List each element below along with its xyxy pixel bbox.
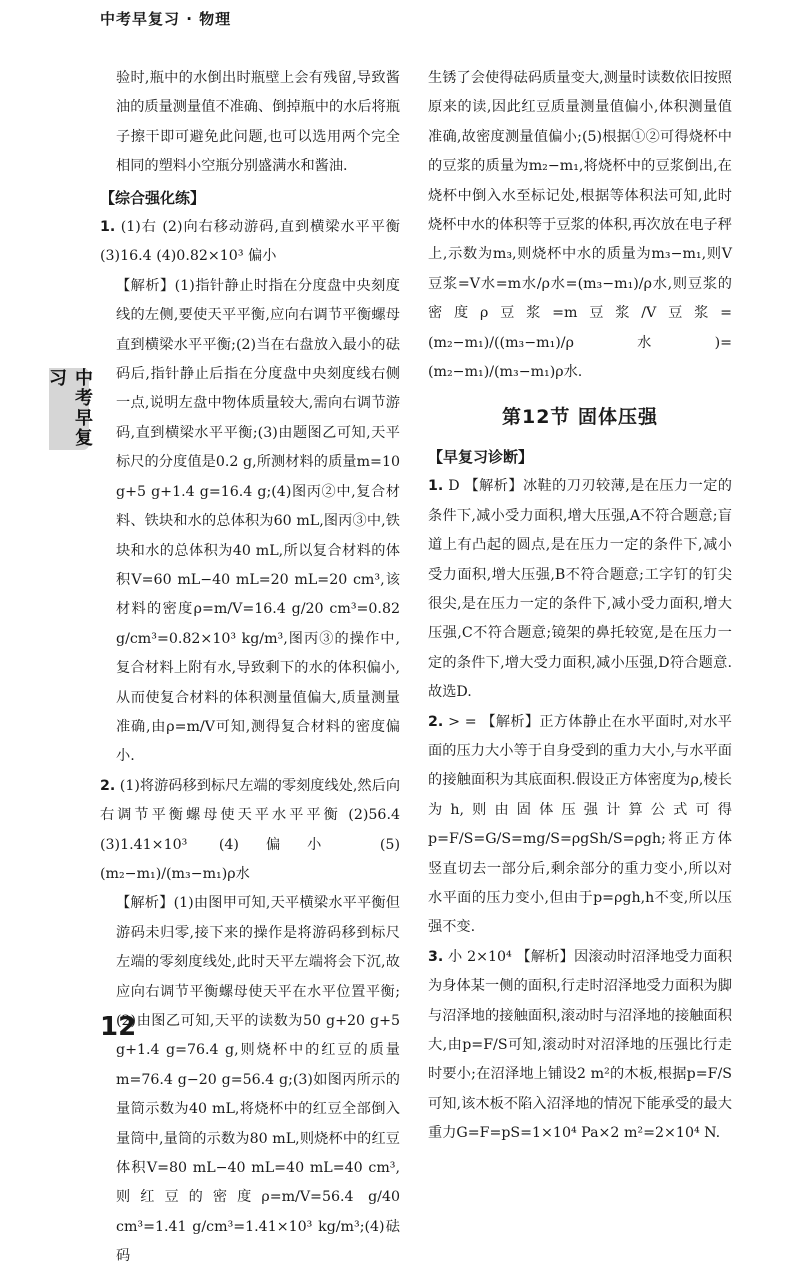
question-1-answer	[100, 213, 400, 272]
section-heading-comprehensive: 【综合强化练】	[100, 188, 206, 207]
question-2-analysis: 【解析】(1)由图甲可知,天平横梁水平平衡但游码未归零,接下来的操作是将游码移到标尺左端的零刻度线处,此时天平左端将会下沉,故应向右调节平衡螺母使天平在水平位置平衡;(2)由图乙可知,天平的读数为50 g+20 g+5 g+1.4 g=76.4 g,则烧杯中的红豆的质量m=76.4 g−20 g=56.4 g;(3)如图丙所示的量筒示数为40 mL,将烧杯中的红豆全部倒入量筒中,量筒的示数为80 mL,则烧杯中的红豆体积V=80 mL−40 mL=40 mL=40 cm³,则红豆的密度ρ=m/V=56.4 g/40 cm³=1.41 g/cm³=1.41×10³ kg/m³;(4)砝码	[116, 895, 400, 1265]
question-1-answer-text: (1)右 (2)向右移动游码,直到横梁水平平衡 (3)16.4 (4)0.82×10³ 偏小	[100, 219, 400, 265]
side-tab-label: 中考早复习	[46, 368, 93, 448]
intro-paragraph: 验时,瓶中的水倒出时瓶壁上会有残留,导致酱油的质量测量值不准确、倒掉瓶中的水后将瓶子擦干即可避免此问题,也可以选用两个完全相同的塑料小空瓶分别盛满水和酱油.	[116, 70, 400, 175]
question-2-answer-text: (1)将游码移到标尺左端的零刻度线处,然后向右调节平衡螺母使天平水平平衡 (2)56.4 (3)1.41×10³ (4)偏小 (5)(m₂−m₁)/(m₃−m₁)ρ水	[100, 777, 401, 882]
question-2-answer	[100, 772, 400, 890]
page-header: 中考早复习 · 物理	[100, 10, 232, 28]
side-tab	[46, 368, 93, 450]
diag-question-2-number: 2.	[428, 713, 444, 730]
diag-question-2-text: > = 【解析】正方体静止在水平面时,对水平面的压力大小等于自身受到的重力大小,与水平面的接触面积为其底面积.假设正方体密度为ρ,棱长为h,则由固体压强计算公式可得p=F/S=G/S=mg/S=ρgSh/S=ρgh;将正方体竖直切去一部分后,剩余部分的重力变小,所以对水平面的压力变小,但由于p=ρgh,h不变,所以压强不变.	[428, 713, 732, 936]
page-number: 12	[100, 1012, 137, 1042]
question-1-analysis: 【解析】(1)指针静止时指在分度盘中央刻度线的左侧,要使天平平衡,应向右调节平衡螺母直到横梁水平平衡;(2)当在右盘放入最小的砝码后,指针静止后指在分度盘中央刻度线右侧一点,说明左盘中物体质量较大,需向右调节游码,直到横梁水平平衡;(3)由题图乙可知,天平标尺的分度值是0.2 g,所测材料的质量m=10 g+5 g+1.4 g=16.4 g;(4)图丙②中,复合材料、铁块和水的总体积为60 mL,图丙③中,铁块和水的总体积为40 mL,所以复合材料的体积V=60 mL−40 mL=20 mL=20 cm³,该材料的密度ρ=m/V=16.4 g/20 cm³=0.82 g/cm³=0.82×10³ kg/m³,图丙③的操作中,复合材料上附有水,导致剩下的水的体积偏小,从而使复合材料的体积测量值偏大,质量测量准确,由ρ=m/V可知,测得复合材料的密度偏小.	[116, 277, 400, 765]
question-2-number: 2.	[100, 777, 116, 794]
diag-question-2	[428, 708, 732, 943]
question-1-number: 1.	[100, 219, 116, 236]
diag-question-1-number: 1.	[428, 478, 444, 495]
chapter-title: 第12节 固体压强	[501, 406, 659, 429]
diag-question-3-text: 小 2×10⁴ 【解析】因滚动时沼泽地受力面积为身体某一侧的面积,行走时沼泽地受力面积为脚与沼泽地的接触面积,滚动时与沼泽地的接触面积大,由p=F/S可知,滚动时对沼泽地的压强比行走时要小;在沼泽地上铺设2 m²的木板,根据p=F/S可知,该木板不陷入沼泽地的情况下能承受的最大重力G=F=pS=1×10⁴ Pa×2 m²=2×10⁴ N.	[428, 948, 732, 1142]
diag-question-1	[428, 472, 732, 707]
diag-question-3	[428, 943, 732, 1149]
diag-question-1-text: D 【解析】冰鞋的刀刃较薄,是在压力一定的条件下,减小受力面积,增大压强,A不符合题意;盲道上有凸起的圆点,是在压力一定的条件下,减小受力面积,增大压强,B不符合题意;工字钉的钉尖很尖,是在压力一定的条件下,减小受力面积,增大压强,C不符合题意;镜架的鼻托较宽,是在压力一定的条件下,增大受力面积,减小压强,D符合题意.故选D.	[428, 478, 732, 701]
right-column	[428, 64, 732, 1142]
continued-paragraph: 生锈了会使得砝码质量变大,测量时读数依旧按照原来的读,因此红豆质量测量值偏小,体积测量值准确,故密度测量值偏小;(5)根据①②可得烧杯中的豆浆的质量为m₂−m₁,将烧杯中的豆浆倒出,在烧杯中倒入水至标记处,根据等体积法可知,此时烧杯中水的体积等于豆浆的体积,再次放在电子秤上,示数为m₃,则烧杯中水的质量为m₃−m₁,则V豆浆=V水=m水/ρ水=(m₃−m₁)/ρ水,则豆浆的密度ρ豆浆=m豆浆/V豆浆=(m₂−m₁)/((m₃−m₁)/ρ水)=(m₂−m₁)/(m₃−m₁)ρ水.	[428, 70, 732, 381]
diag-question-3-number: 3.	[428, 948, 444, 965]
section-heading-diagnosis: 【早复习诊断】	[428, 447, 534, 466]
